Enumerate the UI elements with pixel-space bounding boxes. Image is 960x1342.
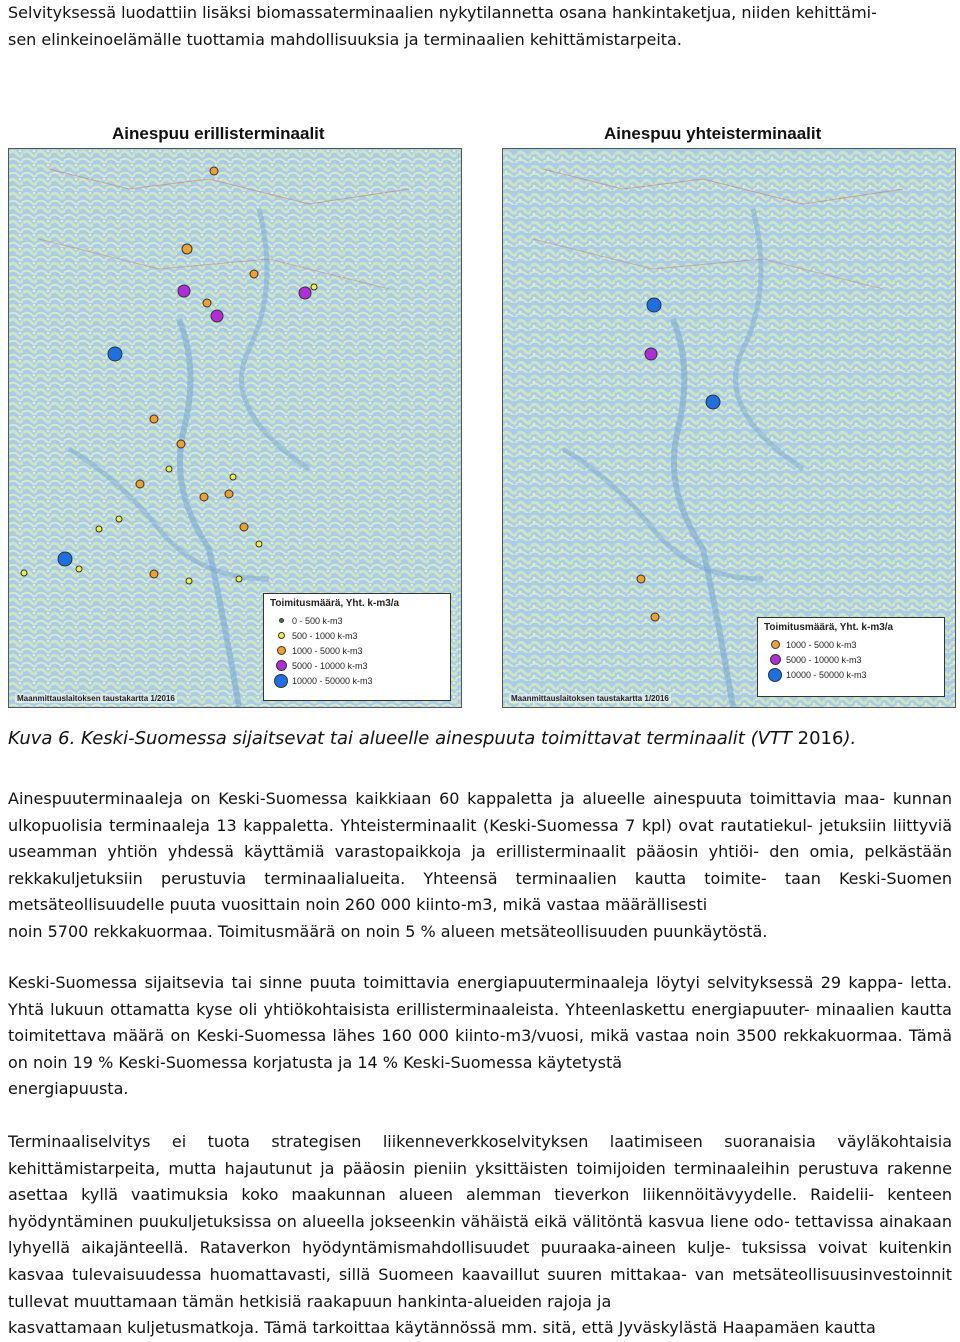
legend-dot bbox=[279, 618, 284, 623]
legend-dot bbox=[277, 646, 286, 655]
text-line: kenteen hyödyntäminen puukuljetuksissa on alueella jokseenkin vähäistä eikä välitöntä kasvua liene odo- bbox=[8, 1185, 953, 1231]
legend-label: 10000 - 50000 k-m3 bbox=[786, 669, 867, 680]
text-line: tuksissa voivat kuitenkin kasvaa tulevaisuudessa huomattavasti, sillä Suomeen kaavaillut suuren mittakaa- bbox=[8, 1238, 953, 1284]
text-line: Keski-Suomessa sijaitsevia tai sinne puuta toimittavia energiapuuterminaaleja löytyi selvityksessä 29 kappa- bbox=[8, 973, 903, 992]
text-line: sen elinkeinoelämälle tuottamia mahdollisuuksia ja terminaalien kehittämistarpeita. bbox=[8, 29, 682, 49]
map-legend bbox=[263, 593, 451, 701]
text-line: energiapuusta. bbox=[8, 1079, 129, 1099]
legend-title: Toimitusmäärä, Yht. k-m3/a bbox=[270, 598, 400, 609]
legend-item bbox=[764, 652, 938, 667]
legend-dot bbox=[274, 674, 288, 688]
map-yhteisterminaalit bbox=[502, 148, 956, 708]
text-line: rakenne asettaa kyllä vaatimuksia koko maakunnan alueen alemman tieverkon liikennöitävyydelle. Raidelii- bbox=[8, 1158, 952, 1205]
text-line: minaalien kautta toimitettava määrä on Keski-Suomessa lähes 160 000 kiinto-m3/vuosi, mikä vastaa noin bbox=[8, 999, 952, 1046]
text-line: kunnan ulkopuolisia terminaaleja 13 kappaletta. Yhteisterminaalit (Keski-Suomessa 7 kpl) ovat rautatiekul- bbox=[8, 789, 952, 835]
legend-item bbox=[764, 667, 938, 682]
legend-dot bbox=[771, 640, 780, 649]
text-line: kehittämistarpeita, mutta hajautunut ja pääosin pieniin yksittäisten toimijoiden terminaaleihin perustuva bbox=[8, 1158, 879, 1178]
legend-dot bbox=[770, 654, 781, 665]
legend-dot bbox=[276, 660, 287, 671]
map-credit: Maanmittauslaitoksen taustakartta 1/2016 bbox=[511, 694, 669, 703]
text-line: Ainespuuterminaaleja on Keski-Suomessa kaikkiaan 60 kappaletta ja alueelle ainespuuta toimittavia maa- bbox=[8, 789, 886, 808]
legend-label: 1000 - 5000 k-m3 bbox=[292, 645, 363, 656]
map-credit: Maanmittauslaitoksen taustakartta 1/2016 bbox=[17, 694, 175, 703]
map-title-left: Ainespuu erillisterminaalit bbox=[112, 124, 325, 143]
text-line: letta. Yhtä lukuun ottamatta kyse oli yhtiökohtaisista erillisterminaaleista. Yhteenlaskettu energiapuuter- bbox=[8, 973, 952, 1019]
text-line: noin 5700 rekkakuormaa. Toimitusmäärä on noin 5 % alueen metsäteollisuuden puunkäytöstä. bbox=[8, 921, 768, 941]
legend-item bbox=[270, 613, 444, 628]
text-line: jetuksiin liittyviä useamman yhtiön yhdessä käyttämiä varastopaikkoja ja erillisterminaalit pääosin yhtiöi- bbox=[8, 815, 953, 862]
text-line: kasvattamaan kuljetusmatkoja. Tämä tarkoittaa käytännössä mm. sitä, että Jyväskylästä Haapamäen kautta bbox=[8, 1318, 876, 1338]
text-line: 3500 rekkakuormaa. Tämä on noin 19 % Keski-Suomessa korjatusta ja 14 % Keski-Suomessa käytetystä bbox=[8, 1026, 953, 1072]
legend-item bbox=[270, 628, 444, 643]
legend-title: Toimitusmäärä, Yht. k-m3/a bbox=[764, 622, 894, 633]
legend-label: 1000 - 5000 k-m3 bbox=[786, 639, 857, 650]
text-line: taan Keski-Suomen metsäteollisuudelle puuta vuosittain noin 260 000 kiinto-m3, mikä vastaa määrällisesti bbox=[8, 868, 953, 915]
map-title-right: Ainespuu yhteisterminaalit bbox=[604, 124, 822, 143]
legend-label: 5000 - 10000 k-m3 bbox=[292, 660, 368, 671]
caption-text: Kuva 6. Keski-Suomessa sijaitsevat tai alueelle ainespuuta toimittavat terminaalit (VTT bbox=[8, 728, 798, 749]
text-line: Selvityksessä luodattiin lisäksi biomassaterminaalien nykytilannetta osana hankintaketjua, niiden kehittämi- bbox=[8, 3, 877, 22]
text-line: Terminaaliselvitys ei tuota strategisen liikenneverkkoselvityksen laatimiseen suoranaisia väyläkohtaisia bbox=[8, 1132, 952, 1151]
legend-label: 500 - 1000 k-m3 bbox=[292, 630, 358, 641]
text-line: van metsäteollisuusinvestoinnit tullevat muuttamaan tämän hetkisiä raakapuun hankinta-alueiden rajoja ja bbox=[8, 1264, 953, 1311]
legend-label: 10000 - 50000 k-m3 bbox=[292, 675, 373, 686]
intro-paragraph bbox=[8, 0, 952, 53]
caption-year: 2016 bbox=[797, 728, 844, 749]
caption-tail: ). bbox=[843, 728, 857, 749]
map-erillisterminaalit bbox=[8, 148, 462, 708]
body-paragraph bbox=[8, 970, 952, 1103]
legend-item bbox=[270, 643, 444, 658]
legend-item bbox=[764, 637, 938, 652]
legend-dot bbox=[768, 668, 782, 682]
text-line: den omia, pelkästään rekkakuljetuksiin perustuvia terminaalialueita. Yhteensä terminaalien kautta toimite- bbox=[8, 842, 953, 888]
legend-item bbox=[270, 673, 444, 688]
body-paragraph bbox=[8, 1129, 952, 1342]
legend-label: 0 - 500 k-m3 bbox=[292, 615, 343, 626]
body-paragraph bbox=[8, 786, 952, 946]
legend-item bbox=[270, 658, 444, 673]
legend-label: 5000 - 10000 k-m3 bbox=[786, 654, 862, 665]
figure-caption bbox=[8, 728, 856, 749]
legend-dot bbox=[278, 632, 285, 639]
map-legend bbox=[757, 617, 945, 697]
text-line: tettavissa ainakaan lyhyellä aikajänteellä. Rataverkon hyödyntämismahdollisuudet puuraaka-aineen kulje- bbox=[8, 1211, 952, 1258]
